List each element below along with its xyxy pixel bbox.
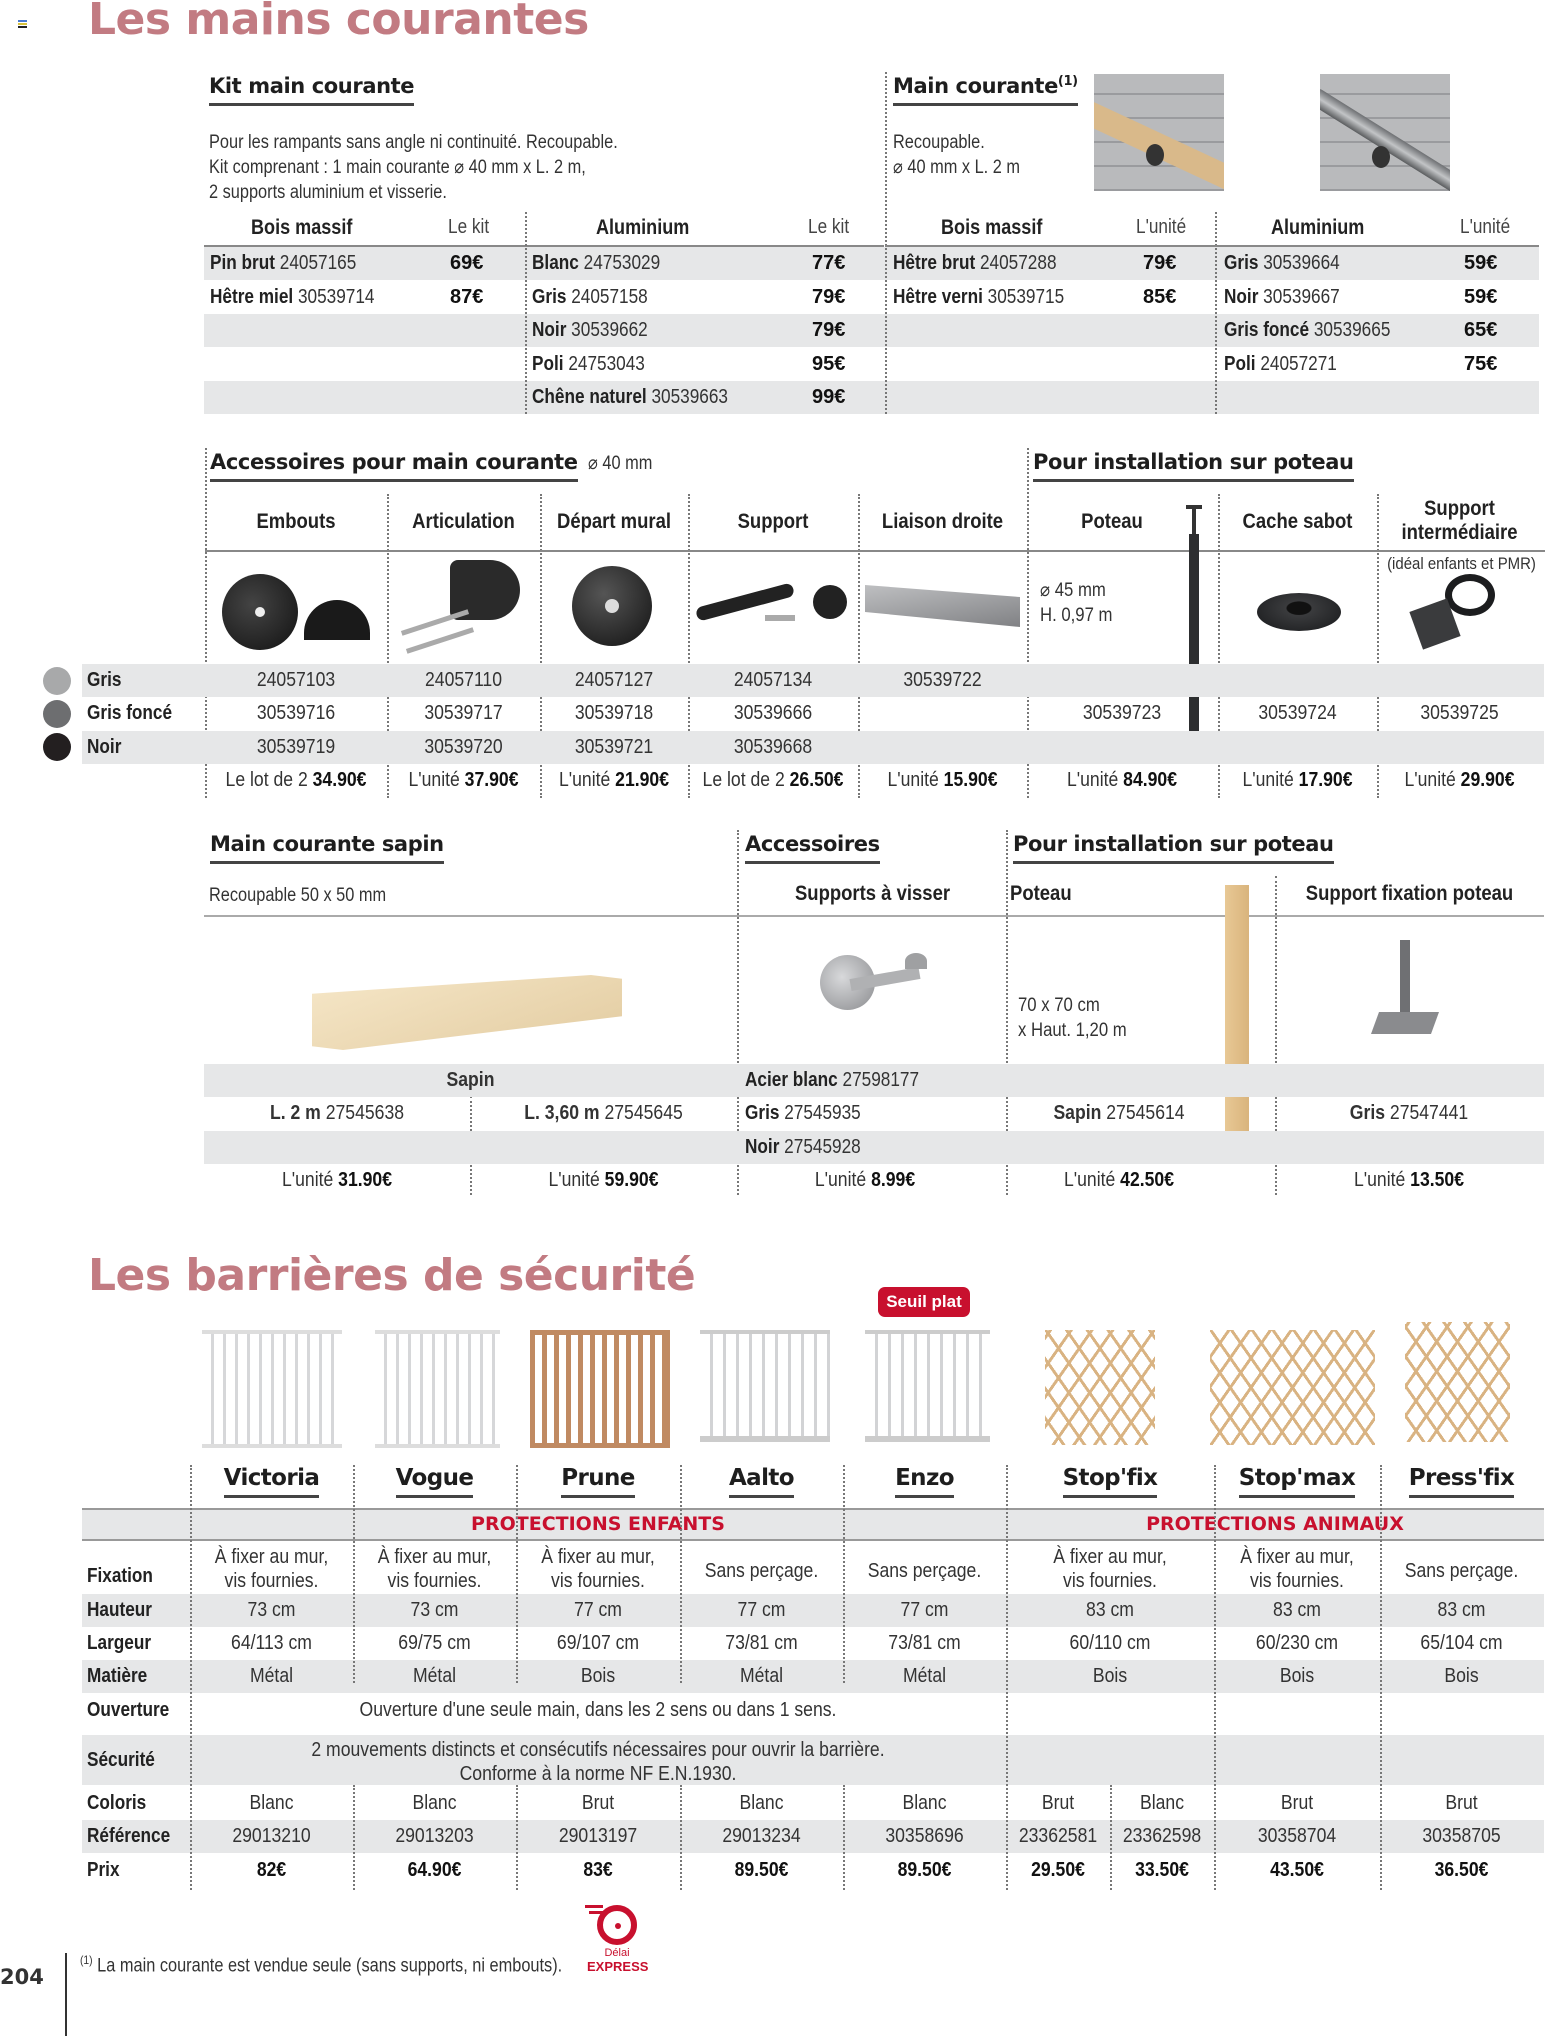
post-fixing-image <box>1375 940 1435 1035</box>
color-label: Noir <box>87 736 122 758</box>
fir-post-image <box>1225 885 1249 1150</box>
fir-handrail-image <box>312 935 634 1050</box>
gate-image-victoria <box>202 1330 342 1448</box>
divider <box>516 1785 518 1890</box>
row-label-material: Matière <box>87 1665 148 1687</box>
acc-price: L'unité 17.90€ <box>1242 769 1353 791</box>
height-cell: 73 cm <box>410 1599 459 1621</box>
depart-mural-image <box>572 566 652 646</box>
alu-handrail-photo <box>1320 74 1450 191</box>
kit-col-wood-unit: Le kit <box>448 216 490 238</box>
gate-name: Press'fix <box>1380 1465 1543 1491</box>
single-alu-row: Poli 24057271 <box>1224 353 1337 375</box>
price-cell: 36.50€ <box>1434 1859 1489 1881</box>
color-swatch-gris <box>43 667 71 695</box>
acc-col-header: Embouts <box>256 510 336 533</box>
acc-ref: 30539666 <box>733 702 813 724</box>
kit-wood-price: 69€ <box>450 252 484 274</box>
color-cell: Brut <box>1445 1792 1478 1814</box>
kit-alu-row: Blanc 24753029 <box>532 252 661 274</box>
single-alu-price: 59€ <box>1464 286 1498 308</box>
support-intermediaire-image <box>1400 574 1510 654</box>
fir-post-section: Pour installation sur poteau <box>1013 832 1334 864</box>
kit-col-alu-unit: Le kit <box>808 216 850 238</box>
kit-section <box>209 74 414 106</box>
fir-accessories-section: Accessoires <box>745 832 880 864</box>
height-cell: 77 cm <box>737 1599 786 1621</box>
acc-price: L'unité 21.90€ <box>558 769 670 791</box>
height-cell: 83 cm <box>1437 1599 1486 1621</box>
fixation-cell: À fixer au mur, vis fournies. <box>1240 1546 1354 1592</box>
single-alu-row: Noir 30539667 <box>1224 286 1340 308</box>
color-cell: Brut <box>581 1792 615 1814</box>
acc-ref: 30539724 <box>1258 702 1337 724</box>
fixation-cell: À fixer au mur, vis fournies. <box>541 1546 655 1592</box>
fir-description: Recoupable 50 x 50 mm <box>209 885 387 906</box>
fixation-cell: À fixer au mur, vis fournies. <box>214 1546 329 1592</box>
ref-cell: 29013234 <box>722 1825 801 1847</box>
gate-name: Stop'max <box>1214 1465 1380 1491</box>
acc-ref: 30539725 <box>1420 702 1499 724</box>
page-number: 204 <box>0 1965 44 1989</box>
security-cell: 2 mouvements distincts et consécutifs nécessaires pour ouvrir la barrière. Conforme à la norme NF E.N.1930. <box>311 1739 885 1785</box>
single-description: Recoupable. ⌀ 40 mm x L. 2 m <box>893 132 1020 178</box>
fir-fix-price: L'unité 13.50€ <box>1353 1169 1465 1191</box>
fir-post-item: Sapin 27545614 <box>1053 1102 1185 1124</box>
material-cell: Métal <box>902 1665 947 1687</box>
price-cell: 33.50€ <box>1135 1859 1189 1881</box>
row-label-ref: Référence <box>87 1825 171 1847</box>
color-cell: Brut <box>1041 1792 1075 1814</box>
section-title-gates: Les barrières de sécurité <box>88 1250 696 1301</box>
acc-price: Le lot de 2 34.90€ <box>225 769 367 791</box>
divider <box>516 1465 518 1683</box>
width-cell: 73/81 cm <box>888 1632 961 1654</box>
material-cell: Bois <box>1092 1665 1128 1687</box>
kit-col-wood: Bois massif <box>251 216 353 239</box>
material-cell: Métal <box>739 1665 784 1687</box>
single-wood-row: Hêtre verni 30539715 <box>893 286 1065 308</box>
gate-image-aalto <box>700 1330 830 1442</box>
kit-alu-price: 95€ <box>812 353 846 375</box>
fir-acc-item: Noir 27545928 <box>745 1136 861 1158</box>
single-col-alu: Aluminium <box>1270 216 1365 239</box>
price-cell: 83€ <box>583 1859 613 1881</box>
wood-handrail-photo <box>1094 74 1224 191</box>
divider <box>525 212 527 414</box>
price-cell: 29.50€ <box>1031 1859 1085 1881</box>
ref-cell: 30358705 <box>1422 1825 1501 1847</box>
cache-sabot-image <box>1257 593 1341 631</box>
fixation-cell: À fixer au mur, vis fournies. <box>377 1546 492 1592</box>
row-label-width: Largeur <box>87 1632 152 1654</box>
row-label-fixation: Fixation <box>87 1565 153 1587</box>
divider <box>885 72 887 414</box>
divider <box>190 1465 192 1890</box>
acc-ref: 24057134 <box>733 669 813 691</box>
single-col-alu-unit: L'unité <box>1460 216 1511 238</box>
gate-name: Prune <box>516 1465 680 1491</box>
acc-col-header: Cache sabot <box>1242 510 1353 533</box>
height-cell: 73 cm <box>247 1599 296 1621</box>
height-cell: 83 cm <box>1086 1599 1134 1621</box>
clock-icon <box>597 1905 637 1945</box>
acc-ref: 30539720 <box>424 736 503 758</box>
row-label-opening: Ouverture <box>87 1699 170 1721</box>
row-label-price: Prix <box>87 1859 120 1881</box>
gate-name: Victoria <box>190 1465 353 1491</box>
color-swatch-gris-fonce <box>43 700 71 728</box>
poteau-spec: ⌀ 45 mm H. 0,97 m <box>1040 580 1113 626</box>
fir-acc-price: L'unité 8.99€ <box>814 1169 916 1191</box>
acc-col-header: Poteau <box>1081 510 1143 533</box>
ref-cell: 30358704 <box>1257 1825 1337 1847</box>
fir-post-price: L'unité 42.50€ <box>1063 1169 1175 1191</box>
single-alu-row: Gris 30539664 <box>1224 252 1340 274</box>
gate-image-prune <box>530 1330 670 1448</box>
fir-section: Main courante sapin <box>210 832 444 864</box>
single-alu-price: 59€ <box>1464 252 1498 274</box>
color-cell: Blanc <box>412 1792 457 1814</box>
acc-col-header: Articulation <box>412 510 515 533</box>
material-cell: Métal <box>249 1665 294 1687</box>
opening-cell: Ouverture d'une seule main, dans les 2 sens ou dans 1 sens. <box>359 1699 837 1721</box>
divider <box>843 1785 845 1890</box>
kit-wood-row: Hêtre miel 30539714 <box>210 286 375 308</box>
row-label-color: Coloris <box>87 1792 147 1814</box>
color-cell: Blanc <box>249 1792 294 1814</box>
fir-price: L'unité 31.90€ <box>281 1169 393 1191</box>
divider <box>353 1785 355 1890</box>
fir-fix-name: Support fixation poteau <box>1305 882 1514 905</box>
ref-cell: 23362581 <box>1018 1825 1098 1847</box>
fixation-cell: Sans perçage. <box>867 1560 982 1582</box>
single-col-wood-unit: L'unité <box>1136 216 1187 238</box>
color-cell: Brut <box>1280 1792 1314 1814</box>
print-mark-icon <box>18 20 27 28</box>
acc-ref: 30539723 <box>1082 702 1162 724</box>
fir-acc-item: Gris 27545935 <box>745 1102 861 1124</box>
gate-image-enzo <box>865 1330 990 1442</box>
stripe <box>204 381 1539 414</box>
ref-cell: 23362598 <box>1122 1825 1202 1847</box>
width-cell: 60/230 cm <box>1255 1632 1339 1654</box>
acc-ref: 30539721 <box>574 736 654 758</box>
accessories-section: Accessoires pour main courante ⌀ 40 mm <box>210 450 663 482</box>
gate-image-stopfix <box>1045 1330 1155 1445</box>
fixation-cell: Sans perçage. <box>704 1560 819 1582</box>
acc-ref: 30539718 <box>574 702 654 724</box>
acc-ref: 24057110 <box>425 669 502 691</box>
price-cell: 64.90€ <box>407 1859 462 1881</box>
fir-acc-item: Acier blanc 27598177 <box>745 1069 920 1091</box>
acc-ref: 24057127 <box>574 669 654 691</box>
gate-name: Stop'fix <box>1006 1465 1214 1491</box>
group-animals: PROTECTIONS ANIMAUX <box>1146 1513 1404 1535</box>
gate-name: Aalto <box>680 1465 843 1491</box>
material-cell: Bois <box>1444 1665 1479 1687</box>
screw-support-image <box>820 945 930 1025</box>
color-cell: Blanc <box>902 1792 947 1814</box>
single-title: Main courante$^{(1)}$ <box>893 74 1078 106</box>
fixation-cell: À fixer au mur, vis fournies. <box>1053 1546 1167 1592</box>
divider <box>1214 1465 1216 1890</box>
acc-price: L'unité 15.90€ <box>887 769 998 791</box>
gate-image-vogue <box>375 1330 500 1448</box>
acc-ref: 30539716 <box>256 702 336 724</box>
acc-price: L'unité 37.90€ <box>408 769 519 791</box>
height-cell: 83 cm <box>1273 1599 1321 1621</box>
single-wood-price: 79€ <box>1143 252 1177 274</box>
single-wood-price: 85€ <box>1143 286 1177 308</box>
acc-col-header: Départ mural <box>556 510 671 533</box>
divider <box>680 1785 682 1890</box>
acc-header-divider <box>205 550 1545 552</box>
acc-ref: 30539717 <box>424 702 503 724</box>
color-label: Gris foncé <box>87 702 173 724</box>
material-cell: Bois <box>580 1665 616 1687</box>
kit-alu-row: Chêne naturel 30539663 <box>532 386 728 408</box>
width-cell: 69/107 cm <box>556 1632 640 1654</box>
express-delivery-logo: Délai EXPRESS <box>587 1905 647 1995</box>
embouts-image <box>222 570 372 650</box>
acc-price: Le lot de 2 26.50€ <box>702 769 844 791</box>
liaison-droite-image <box>865 573 1020 633</box>
acc-price: L'unité 29.90€ <box>1404 769 1515 791</box>
fir-header-divider <box>204 915 1544 917</box>
kit-alu-price: 79€ <box>812 319 846 341</box>
color-cell: Blanc <box>1139 1792 1185 1814</box>
height-cell: 77 cm <box>900 1599 949 1621</box>
acc-col-header: Support <box>737 510 809 533</box>
fir-item: L. 2 m 27545638 <box>269 1102 405 1124</box>
divider <box>1380 1465 1382 1890</box>
kit-description: Pour les rampants sans angle ni continuité. Recoupable. Kit comprenant : 1 main courante ⌀ 40 mm x L. 2 m, 2 supports aluminium et visserie. <box>209 132 618 203</box>
kit-alu-row: Gris 24057158 <box>532 286 648 308</box>
single-alu-row: Gris foncé 30539665 <box>1224 319 1391 341</box>
width-cell: 73/81 cm <box>725 1632 798 1654</box>
row-label-security: Sécurité <box>87 1749 155 1771</box>
acc-price: L'unité 84.90€ <box>1066 769 1178 791</box>
color-cell: Blanc <box>739 1792 784 1814</box>
kit-col-alu: Aluminium <box>595 216 690 239</box>
acc-col-header: Support intermédiaire <box>1401 497 1518 544</box>
fir-wood-label: Sapin <box>446 1069 495 1091</box>
fir-post-name: Poteau <box>1010 882 1072 905</box>
articulation-image <box>395 560 535 655</box>
fir-price: L'unité 59.90€ <box>548 1169 659 1191</box>
gate-name: Vogue <box>353 1465 516 1491</box>
ref-cell: 29013203 <box>395 1825 474 1847</box>
height-cell: 77 cm <box>574 1599 622 1621</box>
color-swatch-noir <box>43 733 71 761</box>
kit-alu-price: 99€ <box>812 386 846 408</box>
single-wood-row: Hêtre brut 24057288 <box>893 252 1057 274</box>
divider <box>1110 1785 1112 1890</box>
kit-alu-row: Poli 24753043 <box>532 353 645 375</box>
fir-fix-item: Gris 27547441 <box>1349 1102 1469 1124</box>
row-label-height: Hauteur <box>87 1599 152 1621</box>
acc-ref: 30539668 <box>733 736 813 758</box>
width-cell: 69/75 cm <box>398 1632 471 1654</box>
material-cell: Bois <box>1279 1665 1315 1687</box>
price-cell: 89.50€ <box>897 1859 952 1881</box>
width-cell: 65/104 cm <box>1420 1632 1503 1654</box>
kit-alu-row: Noir 30539662 <box>532 319 648 341</box>
acc-ref: 30539722 <box>903 669 982 691</box>
divider <box>843 1465 845 1683</box>
divider <box>1006 1465 1008 1890</box>
single-col-wood: Bois massif <box>941 216 1043 239</box>
divider <box>353 1465 355 1683</box>
section-title-handrails: Les mains courantes <box>88 0 589 45</box>
single-alu-price: 75€ <box>1464 353 1498 375</box>
footnote: $^{(1)}$ La main courante est vendue seule (sans supports, ni embouts). <box>80 1953 563 1977</box>
single-section <box>893 74 1078 106</box>
kit-alu-price: 77€ <box>812 252 846 274</box>
acc-ref: 24057103 <box>256 669 336 691</box>
kit-alu-price: 79€ <box>812 286 846 308</box>
group-children: PROTECTIONS ENFANTS <box>471 1513 725 1535</box>
color-label: Gris <box>87 669 122 691</box>
page-divider <box>65 1953 67 2036</box>
kit-title: Kit main courante <box>209 74 414 106</box>
fir-item: L. 3,60 m 27545645 <box>524 1102 683 1124</box>
gate-image-pressfix <box>1405 1322 1510 1442</box>
seuil-plat-badge: Seuil plat <box>878 1287 970 1317</box>
ref-cell: 29013197 <box>558 1825 638 1847</box>
support-image <box>695 575 855 635</box>
fir-post-spec: 70 x 70 cm x Haut. 1,20 m <box>1018 995 1127 1041</box>
price-cell: 89.50€ <box>734 1859 789 1881</box>
acc-note: (idéal enfants et PMR) <box>1387 554 1536 573</box>
divider <box>680 1465 682 1683</box>
width-cell: 64/113 cm <box>231 1632 312 1654</box>
fixation-cell: Sans perçage. <box>1404 1560 1519 1582</box>
fir-acc-sub: Supports à visser <box>794 882 951 905</box>
price-cell: 43.50€ <box>1270 1859 1324 1881</box>
divider <box>1215 212 1217 414</box>
material-cell: Métal <box>412 1665 457 1687</box>
kit-wood-price: 87€ <box>450 286 484 308</box>
kit-wood-row: Pin brut 24057165 <box>210 252 357 274</box>
acc-col-header: Liaison droite <box>881 510 1004 533</box>
ref-cell: 30358696 <box>885 1825 964 1847</box>
ref-cell: 29013210 <box>232 1825 311 1847</box>
acc-ref: 30539719 <box>256 736 336 758</box>
width-cell: 60/110 cm <box>1069 1632 1151 1654</box>
price-cell: 82€ <box>256 1859 287 1881</box>
post-section: Pour installation sur poteau <box>1033 450 1354 482</box>
gate-name: Enzo <box>843 1465 1006 1491</box>
single-alu-price: 65€ <box>1464 319 1498 341</box>
gate-image-stopmax <box>1210 1330 1375 1445</box>
